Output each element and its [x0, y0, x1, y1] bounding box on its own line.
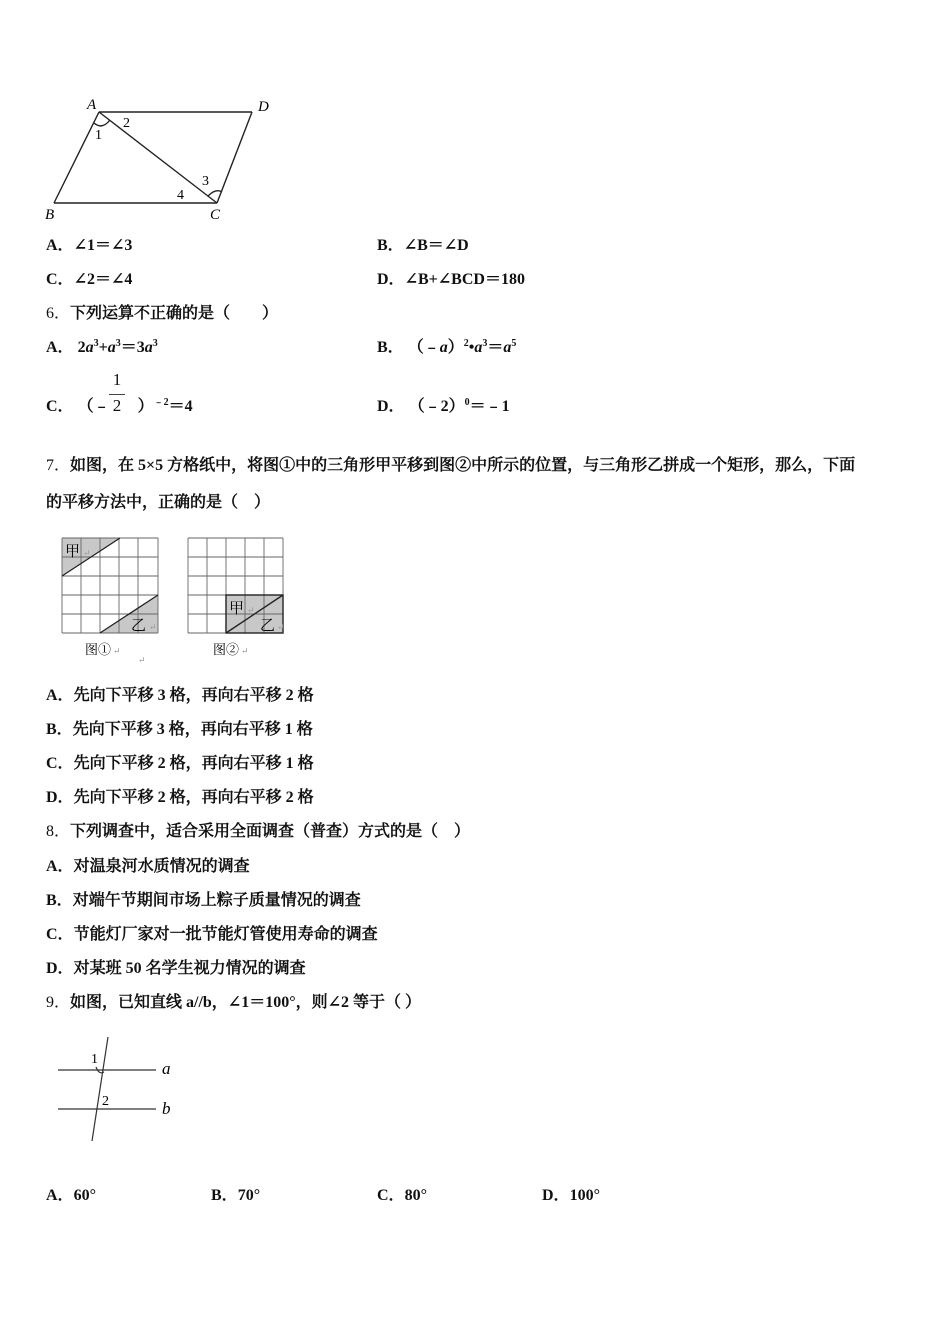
- q8-option-b[interactable]: [46, 891, 361, 911]
- option-text: 先向下平移 3 格，再向右平移 1 格: [72, 721, 313, 738]
- option-text: ∠B＝∠D: [403, 237, 469, 254]
- option-label: D．: [46, 960, 74, 977]
- exponent: 3: [93, 338, 99, 349]
- expr-part: （﹣: [77, 398, 110, 415]
- expr-part: （﹣2）: [408, 398, 465, 415]
- option-text: 先向下平移 2 格，再向右平移 2 格: [73, 789, 314, 806]
- expr-part: ＝﹣1: [469, 398, 510, 415]
- q5-option-c[interactable]: [46, 270, 132, 290]
- q9-option-d[interactable]: [542, 1186, 600, 1206]
- question-text: 的平移方法中，正确的是（ ）: [46, 494, 271, 511]
- angle-3-label: 3: [202, 174, 209, 189]
- option-label: C．: [46, 398, 74, 415]
- option-label: B．: [377, 237, 404, 254]
- option-label: D．: [377, 271, 405, 288]
- option-label: B．: [46, 892, 73, 909]
- option-text: 70°: [237, 1187, 261, 1204]
- q7-stem-line2: [46, 493, 270, 513]
- q7-option-c[interactable]: [46, 754, 314, 774]
- option-text: 80°: [404, 1187, 427, 1204]
- fraction-denominator: 2: [112, 396, 122, 415]
- q5-option-a[interactable]: [46, 236, 132, 256]
- option-text: ∠2＝∠4: [73, 271, 133, 288]
- expr-part: ＝4: [168, 398, 193, 415]
- side-ab: [54, 112, 99, 203]
- question-number: 8．: [46, 823, 71, 840]
- label-jia: 甲: [65, 544, 81, 560]
- angle-2-label: 2: [123, 116, 130, 131]
- option-text: 对温泉河水质情况的调查: [73, 858, 250, 875]
- option-label: A．: [46, 687, 74, 704]
- vertex-d-label: D: [258, 99, 269, 115]
- option-label: C．: [46, 271, 74, 288]
- q6-option-d[interactable]: [377, 397, 510, 417]
- angle-1-label: 1: [95, 128, 102, 143]
- question-number: 9．: [46, 994, 71, 1011]
- question-number: 6．: [46, 305, 71, 322]
- option-label: D．: [377, 398, 405, 415]
- exponent: 3: [482, 338, 488, 349]
- option-label: A．: [46, 339, 74, 356]
- expr-part: ＝: [487, 339, 504, 356]
- q9-stem: [46, 993, 421, 1013]
- exponent: ﹣2: [153, 397, 169, 408]
- option-label: B．: [377, 339, 404, 356]
- expr-part: a: [85, 339, 94, 356]
- option-label: D．: [542, 1187, 570, 1204]
- option-text: 节能灯厂家对一批节能灯管使用寿命的调查: [73, 926, 378, 943]
- q7-option-a[interactable]: [46, 686, 314, 706]
- option-label: C．: [377, 1187, 405, 1204]
- grid-figure-2: [188, 538, 285, 657]
- line-a-label: a: [162, 1059, 171, 1078]
- option-text: 先向下平移 2 格，再向右平移 1 格: [73, 755, 314, 772]
- q8-stem: [46, 822, 470, 842]
- return-mark: ↵: [247, 605, 255, 615]
- caption-figure-1: 图①: [85, 642, 112, 657]
- label-yi: 乙: [260, 618, 276, 634]
- side-dc: [217, 112, 252, 203]
- angle-4-label: 4: [177, 188, 184, 203]
- q8-option-a[interactable]: [46, 857, 250, 877]
- expr-part: ＝3: [120, 339, 145, 356]
- option-label: A．: [46, 237, 74, 254]
- fraction-bar: [109, 394, 125, 395]
- q8-option-d[interactable]: [46, 959, 306, 979]
- question-text: 如图，在 5×5 方格纸中，将图①中的三角形甲平移到图②中所示的位置，与三角形乙拼成一个矩形，那么，下面: [70, 457, 856, 474]
- diagonal-ac: [99, 112, 217, 203]
- expr-part: ）: [447, 339, 464, 356]
- line-b-label: b: [162, 1099, 171, 1118]
- option-text: ∠1＝∠3: [73, 237, 133, 254]
- q5-option-d[interactable]: [377, 270, 525, 290]
- question-number: 7．: [46, 457, 71, 474]
- grid-figures: [55, 530, 305, 665]
- q7-stem-line1: [46, 456, 855, 476]
- return-mark: ↵: [149, 622, 157, 632]
- expr-part: 2: [77, 339, 86, 356]
- option-text: ∠B+∠BCD＝180: [404, 271, 525, 288]
- option-label: A．: [46, 1187, 74, 1204]
- label-jia: 甲: [229, 601, 245, 617]
- option-label: C．: [46, 755, 74, 772]
- q7-option-d[interactable]: [46, 788, 314, 808]
- return-mark: ↵: [83, 548, 91, 558]
- angle-1-label: 1: [91, 1052, 98, 1067]
- vertex-b-label: B: [45, 207, 55, 223]
- expr-part: （﹣: [407, 339, 440, 356]
- angle-2-label: 2: [102, 1094, 109, 1109]
- question-text: 下列运算不正确的是（ ）: [70, 305, 279, 322]
- return-mark: ↵: [241, 646, 249, 656]
- expr-part: +: [98, 339, 108, 356]
- exponent: 2: [463, 338, 469, 349]
- q7-option-b[interactable]: [46, 720, 313, 740]
- expr-part: a: [144, 339, 153, 356]
- q9-option-a[interactable]: [46, 1186, 96, 1206]
- q9-option-c[interactable]: [377, 1186, 427, 1206]
- return-mark: ↵: [113, 646, 121, 656]
- parallel-lines-figure: [50, 1035, 190, 1145]
- expr-part: •: [468, 339, 475, 356]
- label-yi: 乙: [131, 618, 147, 634]
- expr-part: a: [503, 339, 512, 356]
- option-text: 60°: [73, 1187, 96, 1204]
- option-label: B．: [211, 1187, 238, 1204]
- exponent: 5: [511, 338, 517, 349]
- grid-figure-1: [62, 538, 158, 665]
- q5-option-b[interactable]: [377, 236, 469, 256]
- return-mark: ↵: [277, 622, 285, 632]
- fraction-numerator: 1: [112, 370, 122, 389]
- q6-option-b[interactable]: [377, 338, 516, 358]
- exponent: 3: [115, 338, 121, 349]
- expr-part: a: [107, 339, 116, 356]
- option-text: 对端午节期间市场上粽子质量情况的调查: [72, 892, 361, 909]
- option-label: B．: [46, 721, 73, 738]
- caption-figure-2: 图②: [213, 642, 240, 657]
- q6-option-a[interactable]: [46, 338, 158, 358]
- option-text: 对某班 50 名学生视力情况的调查: [73, 960, 306, 977]
- option-label: C．: [46, 926, 74, 943]
- option-text: 100°: [569, 1187, 600, 1204]
- vertex-a-label: A: [87, 97, 97, 113]
- option-label: D．: [46, 789, 74, 806]
- option-label: A．: [46, 858, 74, 875]
- expr-part: a: [474, 339, 483, 356]
- exponent: 3: [152, 338, 158, 349]
- expr-part: a: [439, 339, 448, 356]
- option-text: 先向下平移 3 格，再向右平移 2 格: [73, 687, 314, 704]
- parallelogram-figure: [40, 92, 290, 227]
- question-text: 如图，已知直线 a//b，∠1＝100°，则∠2 等于（ ）: [70, 994, 422, 1011]
- q9-option-b[interactable]: [211, 1186, 260, 1206]
- expr-part: ）: [137, 398, 154, 415]
- vertex-c-label: C: [210, 207, 221, 223]
- exponent: 0: [464, 397, 470, 408]
- question-text: 下列调查中，适合采用全面调查（普查）方式的是（ ）: [70, 823, 471, 840]
- angle-arc-a: [94, 120, 110, 126]
- q8-option-c[interactable]: [46, 925, 378, 945]
- q6-stem: [46, 304, 278, 324]
- return-mark: ↵: [138, 655, 146, 665]
